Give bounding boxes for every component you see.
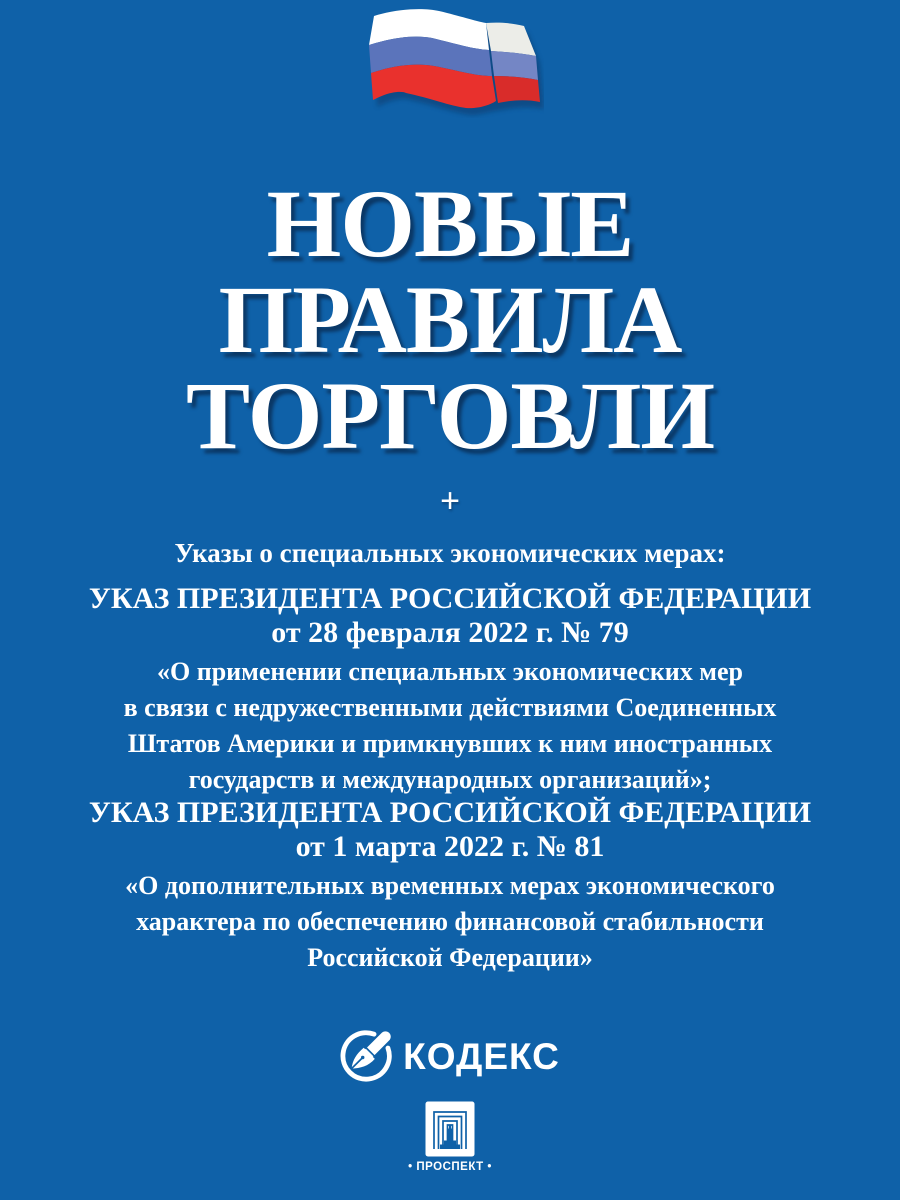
decree-description-line: Штатов Америки и примкнувших к ним иностранных (127, 729, 773, 758)
decree-description-line: характера по обеспечению финансовой стабильности (136, 907, 764, 936)
decree-date-line: от 1 марта 2022 г. № 81 (295, 830, 605, 863)
decree-description-line: в связи с недружественными действиями Соединенных (123, 693, 777, 722)
pen-in-circle-icon (340, 1028, 398, 1084)
prospekt-label: • ПРОСПЕКТ • (408, 1161, 492, 1173)
decree-description (0, 868, 900, 976)
plus-icon: + (440, 482, 460, 520)
decree-description-line: «О применении специальных экономических мер (156, 657, 743, 686)
book-title-line: НОВЫЕ (266, 170, 634, 277)
decree-date-line: от 28 февраля 2022 г. № 79 (271, 616, 629, 649)
decree-heading: УКАЗ ПРЕЗИДЕНТА РОССИЙСКОЙ ФЕДЕРАЦИИ (88, 582, 812, 615)
book-title-line: ТОРГОВЛИ (185, 362, 714, 469)
subtitle: Указы о специальных экономических мерах: (174, 538, 726, 568)
decree-description-line: Российской Федерации» (307, 943, 593, 972)
russian-flag-icon (360, 6, 544, 118)
decree-description-line: государств и международных организаций»; (188, 765, 712, 794)
book-title-line: ПРАВИЛА (218, 266, 682, 373)
kodeks-logo (0, 1028, 900, 1084)
arch-monogram-icon (425, 1101, 475, 1157)
book-title (0, 170, 900, 469)
decree-description (0, 654, 900, 798)
decree-heading: УКАЗ ПРЕЗИДЕНТА РОССИЙСКОЙ ФЕДЕРАЦИИ (88, 796, 812, 829)
prospekt-logo (0, 1101, 900, 1173)
decree-description-line: «О дополнительных временных мерах экономического (125, 871, 775, 900)
kodeks-label: КОДЕКС (403, 1035, 560, 1077)
